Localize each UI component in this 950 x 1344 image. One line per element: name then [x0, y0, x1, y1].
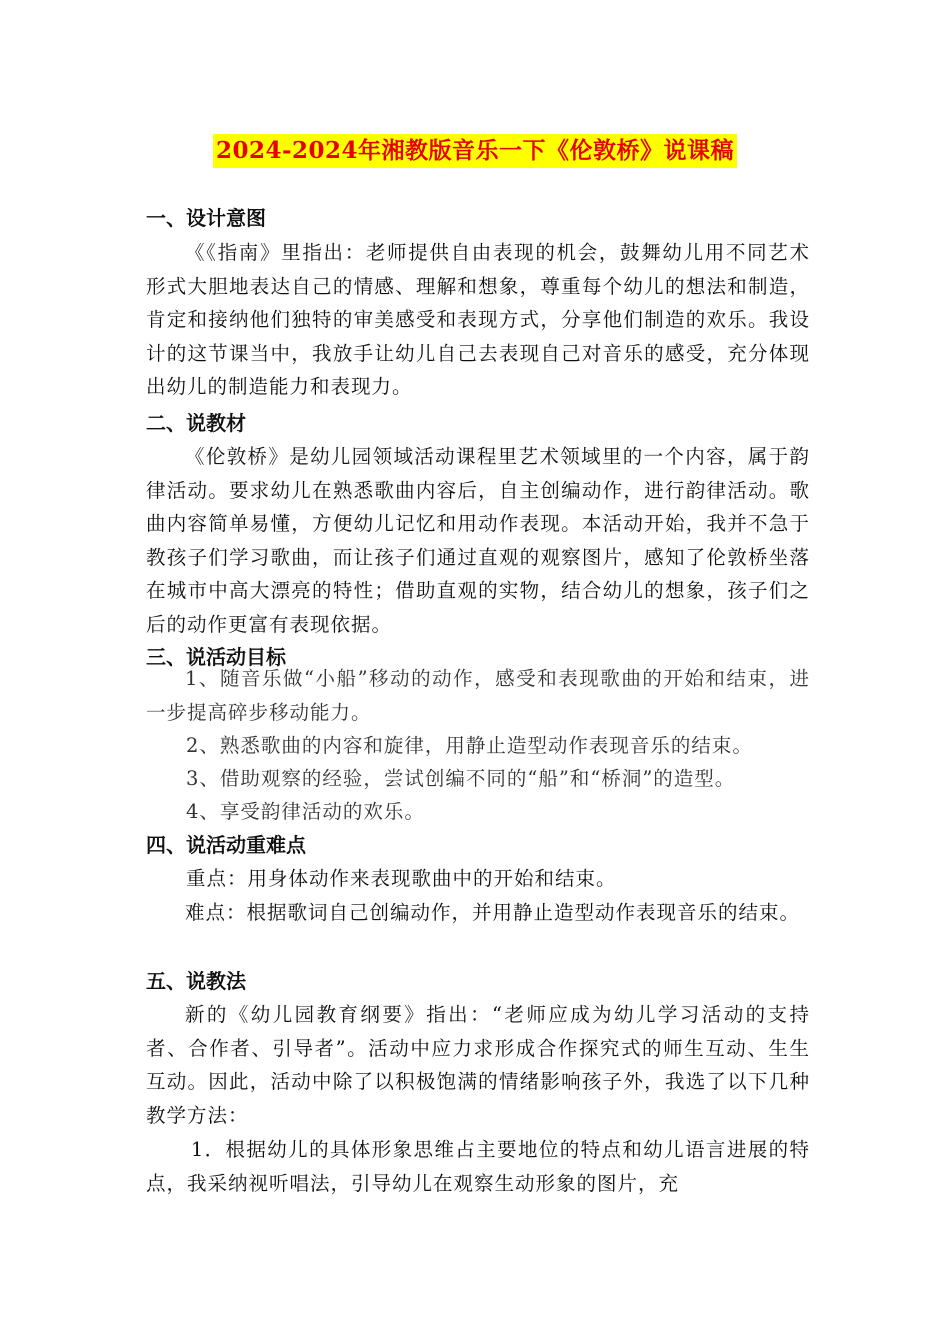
paragraph-teaching-method: 新的《幼儿园教育纲要》指出：“老师应成为幼儿学习活动的支持者、合作者、引导者”。活动中应力求形成合作探究式的师生互动、生生互动。因此，活动中除了以积极饱满的情绪影响孩子外，我选了以下几种教学方法：: [146, 1003, 810, 1127]
goal-item-3: 3、借助观察的经验，尝试创编不同的“船”和“桥洞”的造型。: [186, 767, 736, 790]
goal-item-1: 1、随音乐做“小船”移动的动作，感受和表现歌曲的开始和结束，进一步提高碎步移动能力。: [146, 667, 810, 724]
paragraph-design-intent: 《《指南》里指出：老师提供自由表现的机会，鼓舞幼儿用不同艺术形式大胆地表达自己的情感、理解和想象，尊重每个幼儿的想法和制造，肯定和接纳他们独特的审美感受和表现方式，分享他们制造的欢乐。我设计的这节课当中，我放手让幼儿自己去表现自己对音乐的感受，充分体现出幼儿的制造能力和表现力。: [146, 241, 810, 398]
goal-item-2: 2、熟悉歌曲的内容和旋律，用静止造型动作表现音乐的结束。: [186, 734, 753, 757]
document-title: 2024-2024年湘教版音乐一下《伦敦桥》说课稿: [213, 134, 737, 168]
key-point-text: 重点：用身体动作来表现歌曲中的开始和结束。: [186, 867, 617, 890]
section-heading-teaching-method: 五、说教法: [146, 969, 246, 993]
section-heading-activity-goals: 三、说活动目标: [146, 645, 286, 669]
section-heading-teaching-material: 二、说教材: [146, 411, 246, 435]
difficulty-text: 难点：根据歌词自己创编动作，并用静止造型动作表现音乐的结束。: [185, 901, 801, 924]
section-heading-key-points: 四、说活动重难点: [146, 833, 306, 857]
paragraph-method-1: 1．根据幼儿的具体形象思维占主要地位的特点和幼儿语言进展的特点，我采纳视听唱法，引导幼儿在观察生动形象的图片，充: [146, 1138, 810, 1195]
section-heading-design-intent: 一、设计意图: [146, 206, 266, 230]
goal-item-4: 4、享受韵律活动的欢乐。: [186, 800, 425, 823]
paragraph-teaching-material: 《伦敦桥》是幼儿园领域活动课程里艺术领域里的一个内容，属于韵律活动。要求幼儿在熟悉歌曲内容后，自主创编动作，进行韵律活动。歌曲内容简单易懂，方便幼儿记忆和用动作表现。本活动开始，我并不急于教孩子们学习歌曲，而让孩子们通过直观的观察图片，感知了伦敦桥坐落在城市中高大漂亮的特性；借助直观的实物，结合幼儿的想象，孩子们之后的动作更富有表现依据。: [146, 445, 810, 636]
